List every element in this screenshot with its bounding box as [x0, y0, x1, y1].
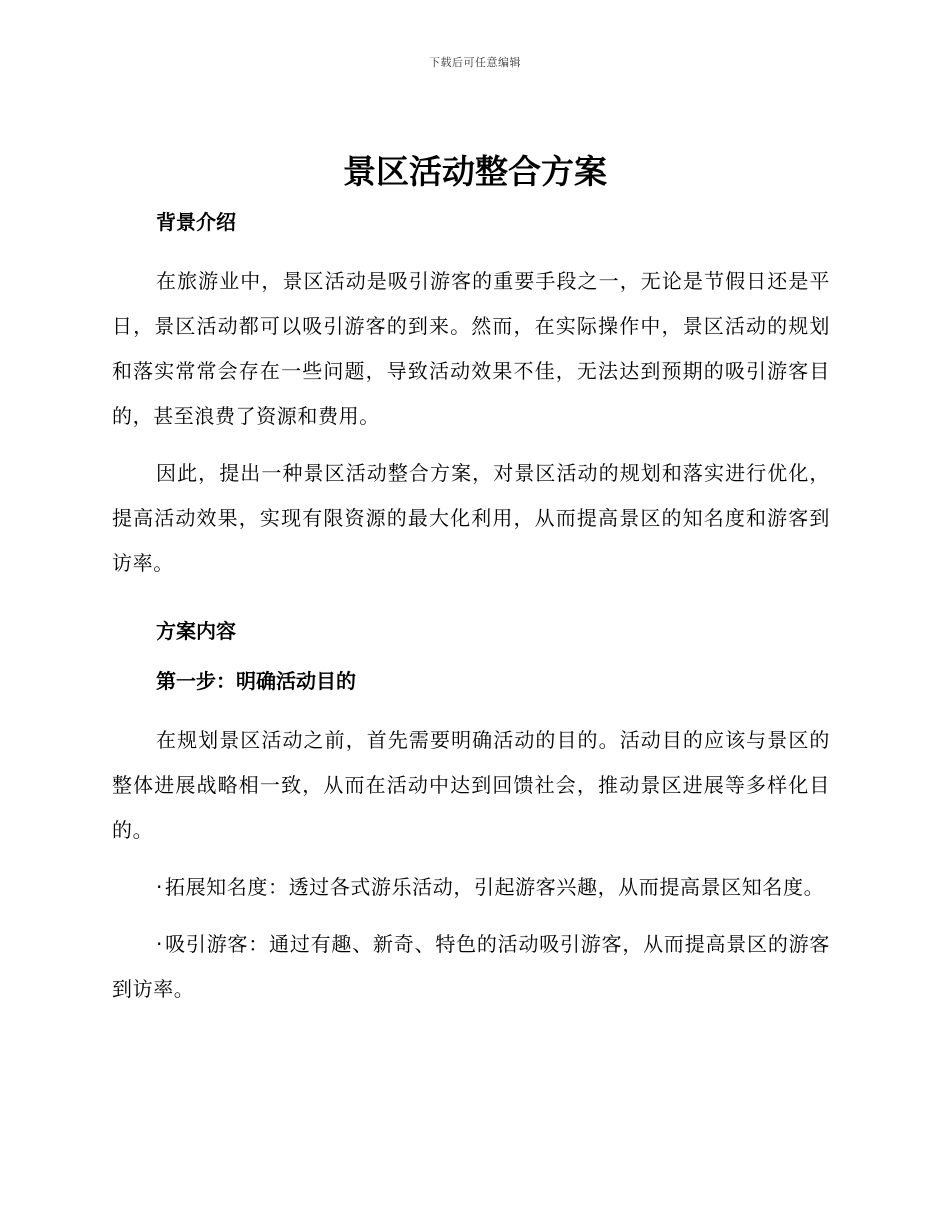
bullet-text: 拓展知名度：透过各式游乐活动，引起游客兴趣，从而提高景区知名度。: [164, 875, 825, 899]
bullet-icon: ·: [156, 932, 163, 956]
background-paragraph-2: 因此，提出一种景区活动整合方案，对景区活动的规划和落实进行优化，提高活动效果，实现有限资源的最大化利用，从而提高景区的知名度和游客到访率。: [112, 461, 830, 575]
header-note: 下载后可任意编辑: [429, 56, 521, 69]
bullet-text: 吸引游客：通过有趣、新奇、特色的活动吸引游客，从而提高景区的游客到访率。: [112, 932, 830, 1001]
bullet-item-2: [112, 922, 830, 1012]
document-body: [112, 205, 830, 1012]
bullet-icon: ·: [156, 875, 163, 899]
bullet-item-1: [112, 865, 830, 910]
background-heading: 背景介绍: [156, 210, 236, 234]
step1-heading: 第一步：明确活动目的: [156, 669, 356, 693]
step1-paragraph: 在规划景区活动之前，首先需要明确活动的目的。活动目的应该与景区的整体进展战略相一致，从而在活动中达到回馈社会，推动景区进展等多样化目的。: [112, 728, 830, 842]
plan-heading: 方案内容: [156, 619, 236, 643]
document-title: 景区活动整合方案: [343, 152, 607, 191]
background-paragraph-1: 在旅游业中，景区活动是吸引游客的重要手段之一，无论是节假日还是平日，景区活动都可以吸引游客的到来。然而，在实际操作中，景区活动的规划和落实常常会存在一些问题，导致活动效果不佳，无法达到预期的吸引游客目的，甚至浪费了资源和费用。: [112, 269, 830, 428]
